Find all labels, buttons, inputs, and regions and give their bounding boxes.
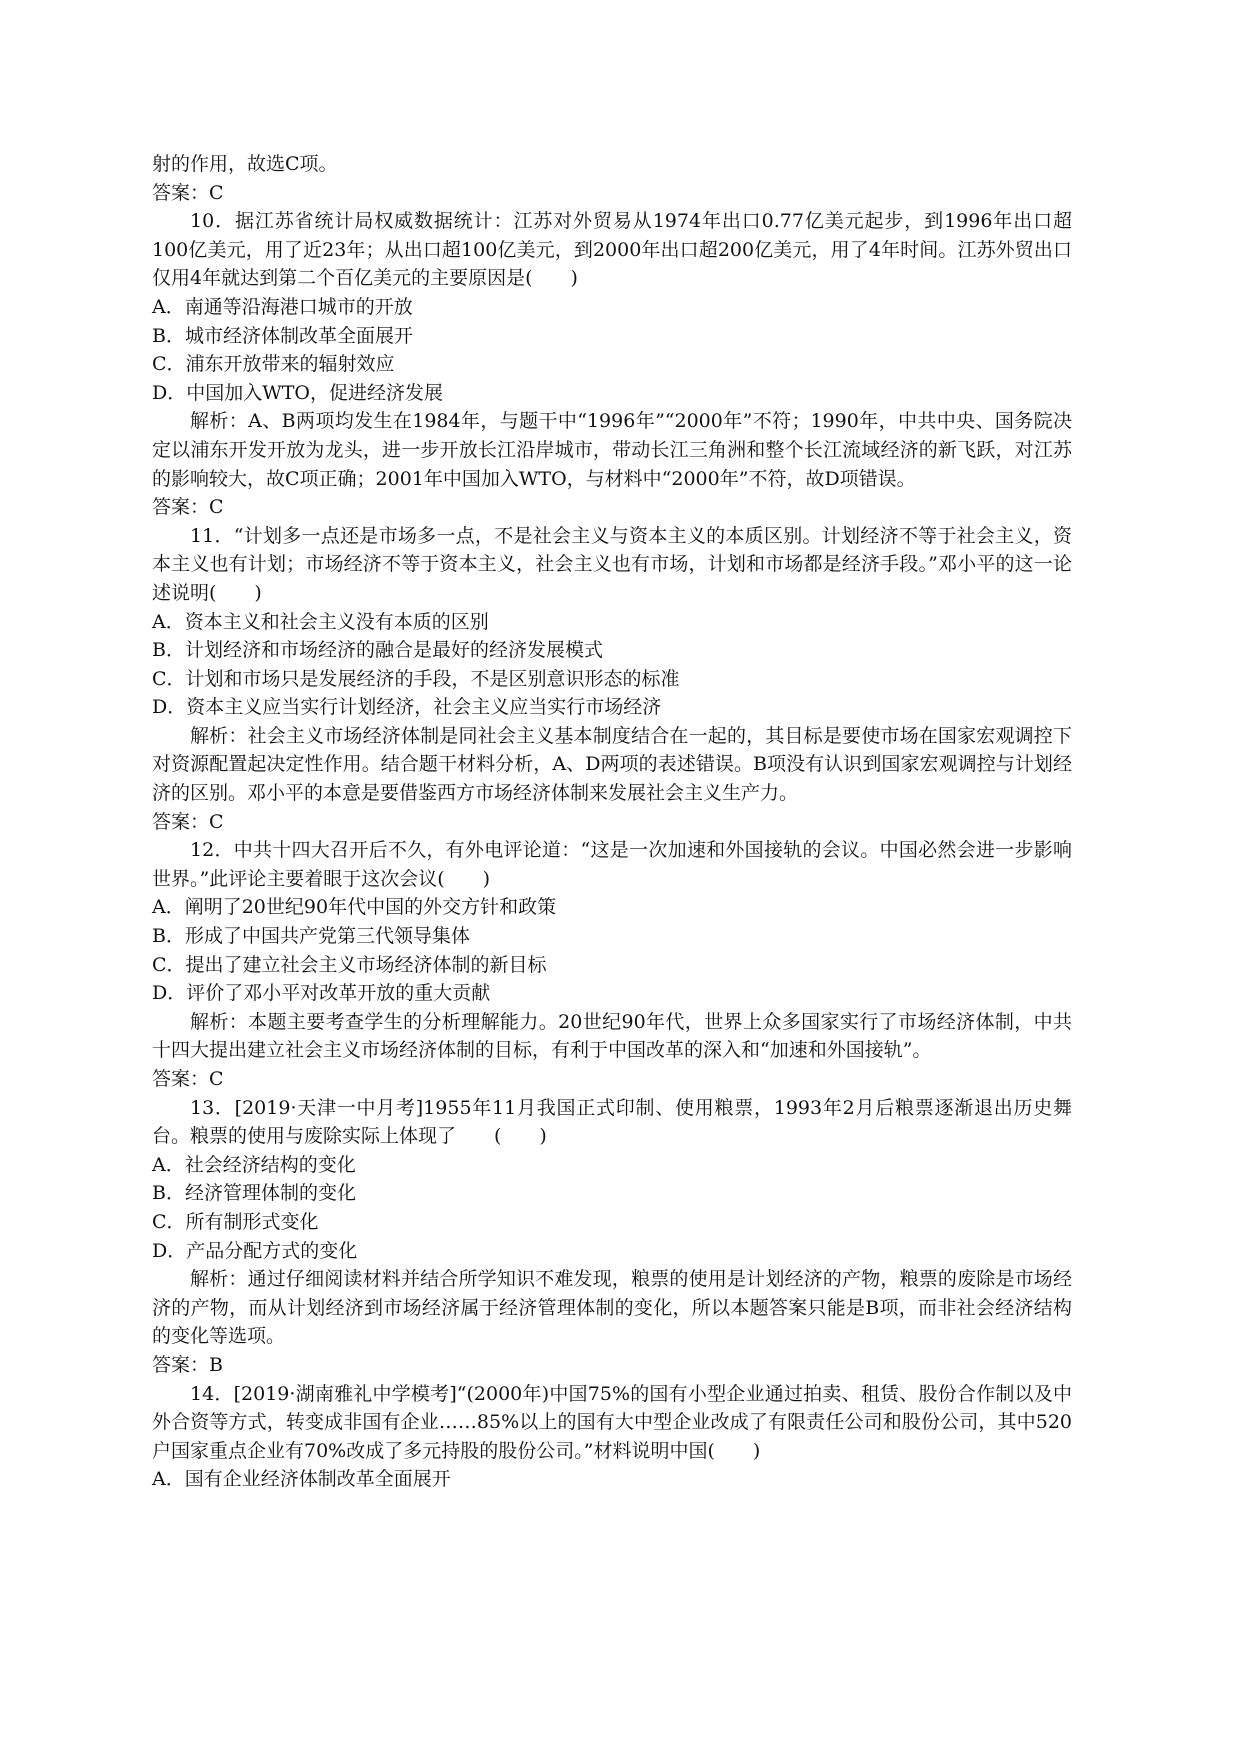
- question-11-option-b: B．计划经济和市场经济的融合是最好的经济发展模式: [152, 639, 603, 662]
- question-10-option-a: A．南通等沿海港口城市的开放: [152, 295, 413, 318]
- question-13-option-b: B．经济管理体制的变化: [152, 1182, 356, 1205]
- question-12-option-c: C．提出了建立社会主义市场经济体制的新目标: [152, 953, 547, 976]
- question-11-stem: 11．“计划多一点还是市场多一点，不是社会主义与资本主义的本质区别。计划经济不等于社会主义，资本主义也有计划；市场经济不等于资本主义，社会主义也有市场，计划和市场都是经济手段。”邓小平的这一论述说明( ): [152, 524, 1072, 604]
- question-11-answer: 答案：C: [152, 810, 224, 833]
- answer-line: 答案：C: [152, 181, 224, 204]
- question-10-option-c: C．浦东开放带来的辐射效应: [152, 353, 395, 376]
- question-13-option-a: A．社会经济结构的变化: [152, 1153, 356, 1176]
- question-10-answer: 答案：C: [152, 496, 224, 519]
- question-13-option-d: D．产品分配方式的变化: [152, 1239, 358, 1262]
- question-12-explanation: 解析：本题主要考查学生的分析理解能力。20世纪90年代，世界上众多国家实行了市场经济体制，中共十四大提出建立社会主义市场经济体制的目标，有利于中国改革的深入和“加速和外国接轨”。: [152, 1010, 1072, 1062]
- question-12-option-d: D．评价了邓小平对改革开放的重大贡献: [152, 982, 491, 1005]
- question-13-explanation: 解析：通过仔细阅读材料并结合所学知识不难发现，粮票的使用是计划经济的产物，粮票的废除是市场经济的产物，而从计划经济到市场经济属于经济管理体制的变化，所以本题答案只能是B项，而非社会经济结构的变化等选项。: [152, 1268, 1072, 1348]
- question-12-stem: 12．中共十四大召开后不久，有外电评论道：“这是一次加速和外国接轨的会议。中国必然会进一步影响世界。”此评论主要着眼于这次会议( ): [152, 839, 1072, 890]
- question-14-option-a: A．国有企业经济体制改革全面展开: [152, 1468, 451, 1491]
- question-11-option-d: D．资本主义应当实行计划经济，社会主义应当实行市场经济: [152, 696, 662, 719]
- prev-question-explanation-tail: 射的作用，故选C项。: [152, 153, 338, 175]
- question-10-option-b: B．城市经济体制改革全面展开: [152, 324, 413, 347]
- question-13-answer: 答案：B: [152, 1353, 223, 1376]
- question-10-stem: 10．据江苏省统计局权威数据统计：江苏对外贸易从1974年出口0.77亿美元起步，到1996年出口超100亿美元，用了近23年；从出口超100亿美元，到2000年出口超200亿美元，用了4年时间。江苏外贸出口仅用4年就达到第二个百亿美元的主要原因是( ): [152, 210, 1072, 290]
- question-12-option-b: B．形成了中国共产党第三代领导集体: [152, 925, 470, 948]
- question-12-option-a: A．阐明了20世纪90年代中国的外交方针和政策: [152, 896, 557, 919]
- question-10-option-d: D．中国加入WTO，促进经济发展: [152, 381, 444, 404]
- question-13-stem: 13．[2019·天津一中月考]1955年11月我国正式印制、使用粮票，1993年2月后粮票逐渐退出历史舞台。粮票的使用与废除实际上体现了 ( ): [152, 1096, 1072, 1148]
- question-14-stem: 14．[2019·湖南雅礼中学模考]“(2000年)中国75%的国有小型企业通过拍卖、租赁、股份合作制以及中外合资等方式，转变成非国有企业……85%以上的国有大中型企业改成了有限责任公司和股份公司，其中520户国家重点企业有70%改成了多元持股的股份公司。”材料说明中国( ): [152, 1382, 1072, 1462]
- document-body: [152, 150, 1072, 1494]
- question-10-explanation: 解析：A、B两项均发生在1984年，与题干中“1996年”“2000年”不符；1990年，中共中央、国务院决定以浦东开发开放为龙头，进一步开放长江沿岸城市，带动长江三角洲和整个长江流域经济的新飞跃，对江苏的影响较大，故C项正确；2001年中国加入WTO，与材料中“2000年”不符，故D项错误。: [152, 410, 1072, 490]
- question-12-answer: 答案：C: [152, 1068, 224, 1090]
- question-13-option-c: C．所有制形式变化: [152, 1210, 319, 1233]
- question-11-explanation: 解析：社会主义市场经济体制是同社会主义基本制度结合在一起的，其目标是要使市场在国家宏观调控下对资源配置起决定性作用。结合题干材料分析，A、D两项的表述错误。B项没有认识到国家宏观调控与计划经济的区别。邓小平的本意是要借鉴西方市场经济体制来发展社会主义生产力。: [152, 724, 1072, 805]
- question-11-option-a: A．资本主义和社会主义没有本质的区别: [152, 610, 489, 633]
- question-11-option-c: C．计划和市场只是发展经济的手段，不是区别意识形态的标准: [152, 667, 680, 690]
